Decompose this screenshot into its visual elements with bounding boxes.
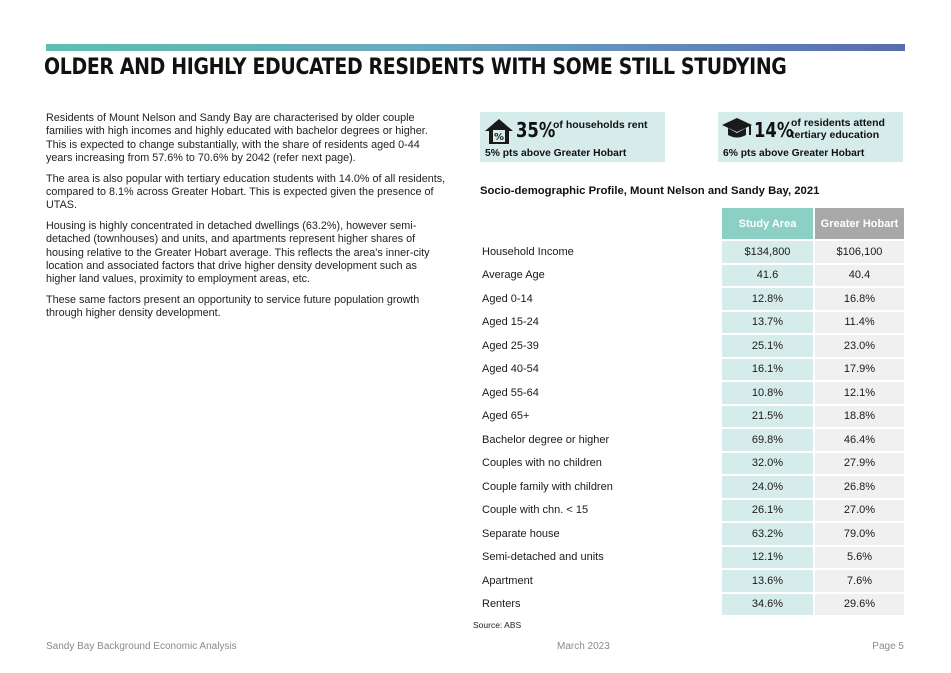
study-area-cell: 63.2% bbox=[722, 523, 815, 547]
stat-value: 14% bbox=[754, 118, 794, 142]
row-label-cell: Aged 55-64 bbox=[476, 382, 722, 406]
page-title: OLDER AND HIGHLY EDUCATED RESIDENTS WITH SOME STILL STUDYING bbox=[44, 55, 787, 80]
stat-note: 6% pts above Greater Hobart bbox=[723, 148, 865, 159]
table-row bbox=[476, 523, 904, 547]
stat-box-tertiary bbox=[718, 112, 903, 162]
greater-hobart-cell: 27.9% bbox=[815, 453, 904, 477]
row-label-cell: Couple family with children bbox=[476, 476, 722, 500]
study-area-cell: 10.8% bbox=[722, 382, 815, 406]
table-row bbox=[476, 570, 904, 594]
study-area-cell: 69.8% bbox=[722, 429, 815, 453]
footer-date: March 2023 bbox=[557, 641, 610, 652]
title-accent-bar bbox=[46, 44, 905, 51]
table-row bbox=[476, 312, 904, 336]
row-label-cell: Average Age bbox=[476, 265, 722, 289]
study-area-cell: 13.7% bbox=[722, 312, 815, 336]
table-row bbox=[476, 500, 904, 524]
table-row bbox=[476, 265, 904, 289]
greater-hobart-cell: 79.0% bbox=[815, 523, 904, 547]
table-header-row bbox=[476, 208, 904, 241]
svg-text:%: % bbox=[493, 132, 505, 143]
socio-demographic-table bbox=[476, 208, 904, 617]
row-label-cell: Semi-detached and units bbox=[476, 547, 722, 571]
greater-hobart-cell: 40.4 bbox=[815, 265, 904, 289]
study-area-cell: 12.1% bbox=[722, 547, 815, 571]
row-label-cell: Apartment bbox=[476, 570, 722, 594]
study-area-cell: 12.8% bbox=[722, 288, 815, 312]
paragraph: The area is also popular with tertiary education students with 14.0% of all residents, compared to 8.1% across Greater Hobart. This is expected given the presence of UTAS. bbox=[46, 172, 446, 212]
row-label-cell: Aged 15-24 bbox=[476, 312, 722, 336]
table-row bbox=[476, 547, 904, 571]
row-label-cell: Aged 25-39 bbox=[476, 335, 722, 359]
study-area-cell: 24.0% bbox=[722, 476, 815, 500]
study-area-cell: 25.1% bbox=[722, 335, 815, 359]
row-label-cell: Bachelor degree or higher bbox=[476, 429, 722, 453]
header-blank-cell bbox=[476, 208, 722, 241]
row-label-cell: Couple with chn. < 15 bbox=[476, 500, 722, 524]
table-row bbox=[476, 359, 904, 383]
study-area-cell: 32.0% bbox=[722, 453, 815, 477]
greater-hobart-cell: 5.6% bbox=[815, 547, 904, 571]
paragraph: These same factors present an opportunity to service future population growth through higher density development. bbox=[46, 293, 420, 320]
stat-box-renters bbox=[480, 112, 665, 162]
table-body bbox=[476, 241, 904, 617]
greater-hobart-cell: 23.0% bbox=[815, 335, 904, 359]
study-area-cell: 26.1% bbox=[722, 500, 815, 524]
greater-hobart-cell: 11.4% bbox=[815, 312, 904, 336]
greater-hobart-cell: 7.6% bbox=[815, 570, 904, 594]
paragraph: Residents of Mount Nelson and Sandy Bay are characterised by older couple families with high incomes and highly educated with bachelor degrees or higher. This is expected to change substantially, with the share of residents aged 0-44 years increasing from 57.6% to 70.6% by 2042 (refer next page). bbox=[46, 112, 428, 165]
table-title: Socio-demographic Profile, Mount Nelson and Sandy Bay, 2021 bbox=[480, 185, 820, 197]
stat-note: 5% pts above Greater Hobart bbox=[485, 148, 627, 159]
graduation-cap-icon bbox=[720, 116, 754, 142]
study-area-cell: $134,800 bbox=[722, 241, 815, 265]
table-row bbox=[476, 453, 904, 477]
study-area-cell: 13.6% bbox=[722, 570, 815, 594]
stat-value: 35% bbox=[516, 118, 556, 142]
greater-hobart-cell: 17.9% bbox=[815, 359, 904, 383]
table-row bbox=[476, 406, 904, 430]
greater-hobart-cell: 12.1% bbox=[815, 382, 904, 406]
row-label-cell: Aged 65+ bbox=[476, 406, 722, 430]
body-text bbox=[46, 112, 448, 328]
column-header-greater-hobart: Greater Hobart bbox=[815, 208, 904, 241]
greater-hobart-cell: 26.8% bbox=[815, 476, 904, 500]
study-area-cell: 41.6 bbox=[722, 265, 815, 289]
table-row bbox=[476, 429, 904, 453]
table-row bbox=[476, 382, 904, 406]
study-area-cell: 16.1% bbox=[722, 359, 815, 383]
table-row bbox=[476, 241, 904, 265]
greater-hobart-cell: 27.0% bbox=[815, 500, 904, 524]
column-header-study-area: Study Area bbox=[722, 208, 815, 241]
table-row bbox=[476, 288, 904, 312]
greater-hobart-cell: 18.8% bbox=[815, 406, 904, 430]
row-label-cell: Couples with no children bbox=[476, 453, 722, 477]
table-row bbox=[476, 335, 904, 359]
greater-hobart-cell: $106,100 bbox=[815, 241, 904, 265]
footer-document-title: Sandy Bay Background Economic Analysis bbox=[46, 641, 237, 652]
row-label-cell: Aged 0-14 bbox=[476, 288, 722, 312]
house-percent-icon bbox=[483, 116, 515, 146]
row-label-cell: Aged 40-54 bbox=[476, 359, 722, 383]
stat-label: of households rent bbox=[553, 119, 648, 131]
row-label-cell: Household Income bbox=[476, 241, 722, 265]
table-row bbox=[476, 594, 904, 618]
greater-hobart-cell: 46.4% bbox=[815, 429, 904, 453]
greater-hobart-cell: 29.6% bbox=[815, 594, 904, 618]
study-area-cell: 34.6% bbox=[722, 594, 815, 618]
row-label-cell: Renters bbox=[476, 594, 722, 618]
row-label-cell: Separate house bbox=[476, 523, 722, 547]
stat-label: of residents attend tertiary education bbox=[791, 117, 885, 141]
greater-hobart-cell: 16.8% bbox=[815, 288, 904, 312]
study-area-cell: 21.5% bbox=[722, 406, 815, 430]
footer-page-number: Page 5 bbox=[872, 641, 904, 652]
source-note: Source: ABS bbox=[473, 620, 522, 630]
table-row bbox=[476, 476, 904, 500]
paragraph: Housing is highly concentrated in detached dwellings (63.2%), however semi-detached (townhouses) and units, and apartments represent higher shares of housing relative to the Greater Hobart average. This reflects the area's inner-city location and associated factors that drive higher density development such as higher land values, proximity to employment areas, etc. bbox=[46, 219, 430, 286]
